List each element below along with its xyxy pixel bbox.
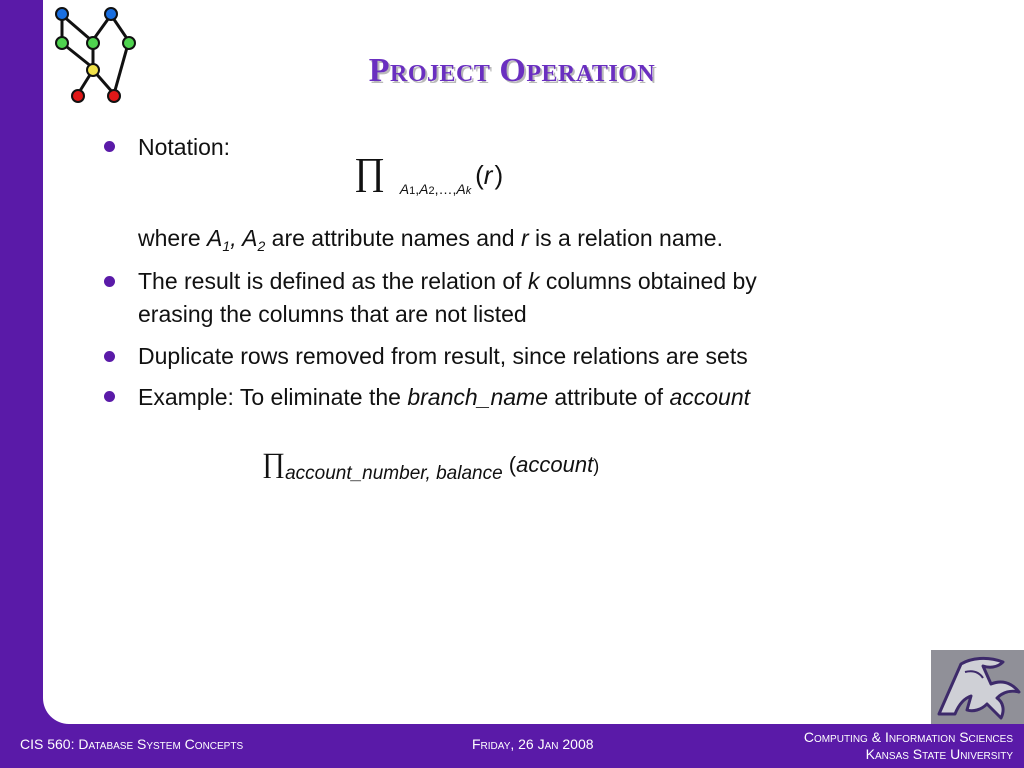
footer-department: Computing & Information Sciences [803,729,1013,745]
footer-date: Friday, 26 Jan 2008 [472,736,594,752]
formula-open-paren: ( [475,160,484,190]
footer-university: Kansas State University [865,746,1013,762]
bullet-dot [104,276,115,287]
bullet-dot [104,391,115,402]
notation-formula [354,150,504,197]
example-formula-subscript: account_number, balance [285,463,503,484]
formula-subscript: A1,A2,…,Ak [399,181,472,197]
result-line-1: The result is defined as the relation of k columns obtained by [138,268,757,294]
example-formula: ∏account_number, balance (account) [262,448,600,484]
notation-label: Notation: [138,134,231,160]
pi-symbol: ∏ [354,151,386,193]
where-line: where $A_1$, $A_2$ are attribute names and r is a relation name. [138,225,723,254]
duplicate-line: Duplicate rows removed from result, since relations are sets [138,343,748,369]
ksu-powercat-logo [931,650,1024,724]
powercat-icon [931,650,1024,724]
footer-course: CIS 560: Database System Concepts [20,736,244,752]
bullet-dot [104,141,115,152]
pi-symbol: ∏ [262,448,286,479]
example-line: Example: To eliminate the branch_name attribute of account [138,384,751,410]
formula-arg: r [483,160,493,190]
slide-title: Project Operation [368,52,656,89]
bullet-dot [104,351,115,362]
result-line-2: erasing the columns that are not listed [138,301,527,327]
formula-close-paren: ) [494,160,504,190]
